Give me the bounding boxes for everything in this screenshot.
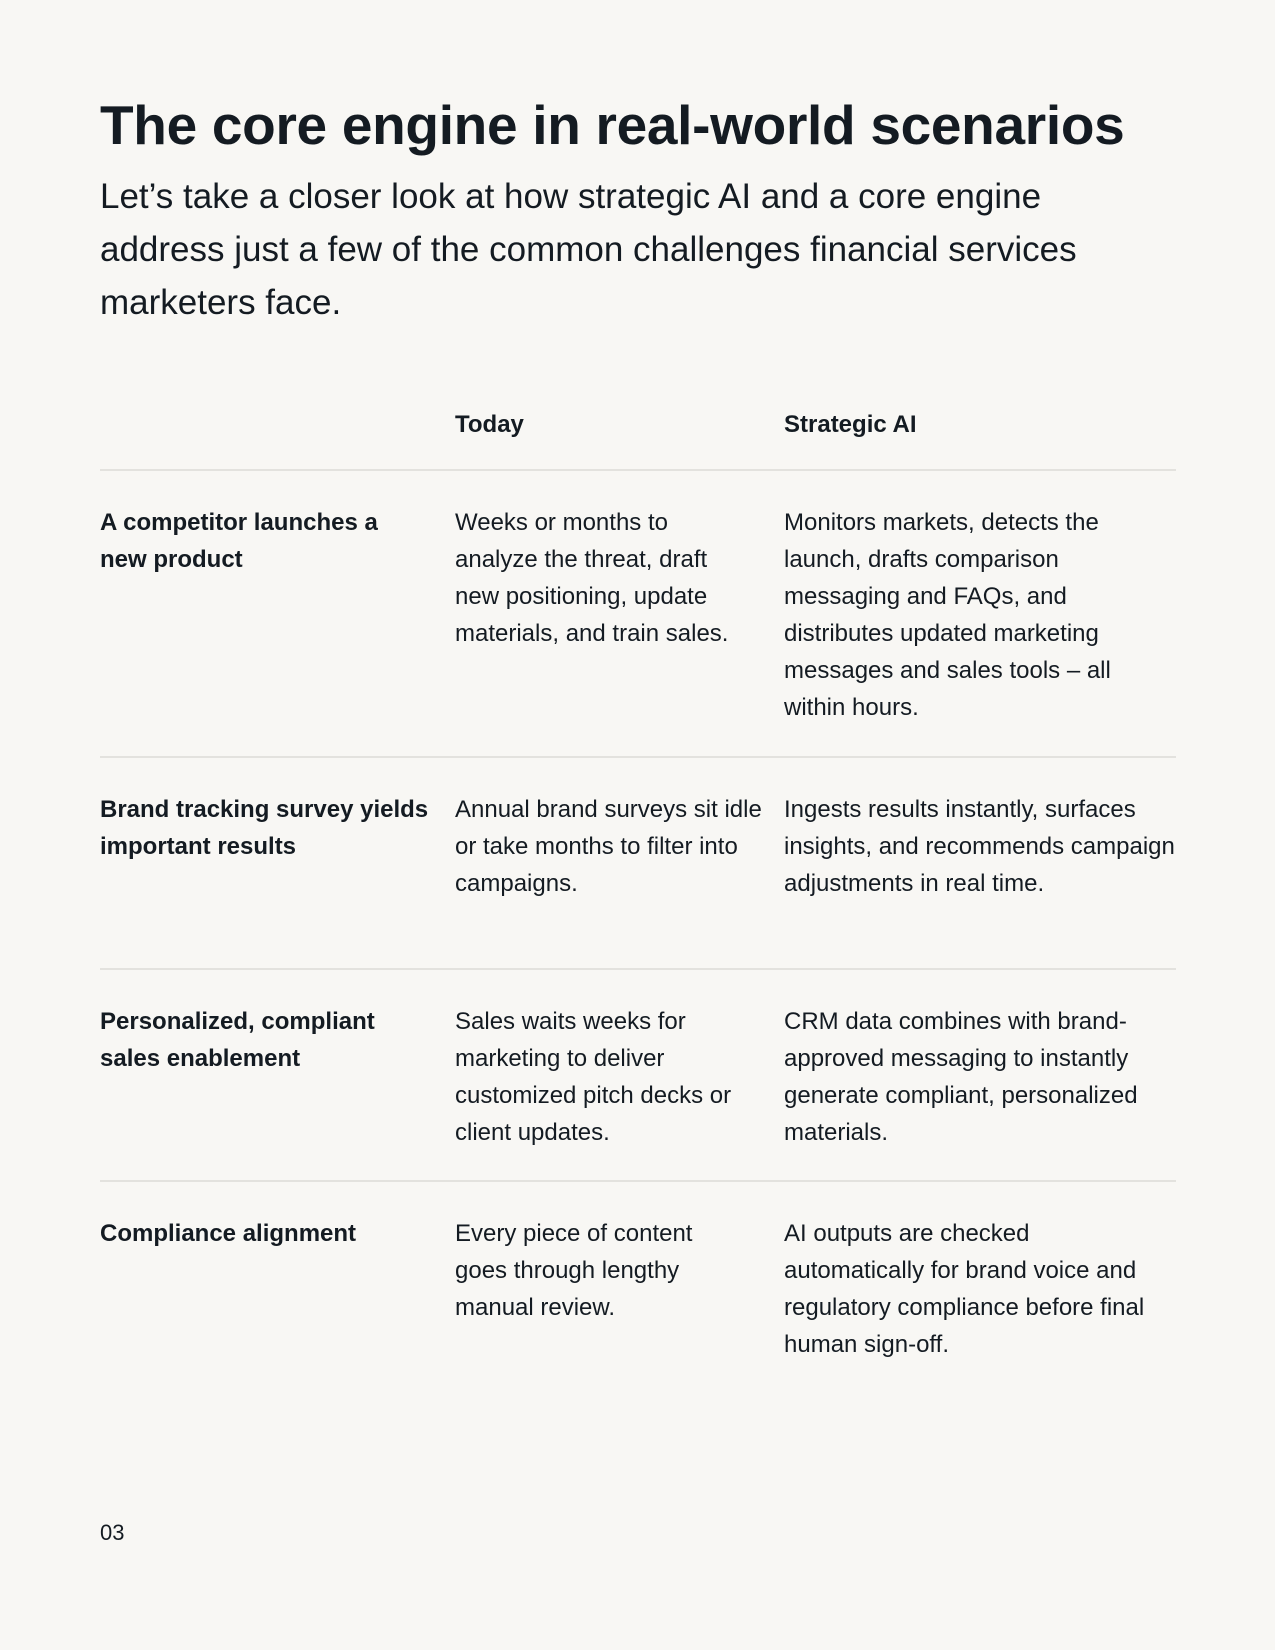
page-content	[100, 95, 1176, 1372]
scenario-cell: Brand tracking survey yields important results	[100, 796, 429, 861]
today-cell: Weeks or months to analyze the threat, draft new positioning, update materials, and train sales.	[455, 509, 729, 648]
page-number: 03	[100, 1520, 125, 1545]
today-cell: Sales waits weeks for marketing to deliver customized pitch decks or client updates.	[455, 1008, 732, 1147]
scenario-cell: Compliance alignment	[100, 1220, 357, 1248]
strategic-ai-cell: CRM data combines with brand-approved messaging to instantly generate compliant, personalized materials.	[784, 1008, 1138, 1147]
table-row	[100, 1182, 1176, 1372]
strategic-ai-cell: AI outputs are checked automatically for brand voice and regulatory compliance before final human sign-off.	[784, 1220, 1145, 1359]
table-row	[100, 970, 1176, 1182]
table-header	[100, 391, 1176, 471]
comparison-table	[100, 391, 1176, 1372]
table-row	[100, 471, 1176, 758]
scenario-cell: Personalized, compliant sales enablement	[100, 1008, 375, 1073]
strategic-ai-cell: Monitors markets, detects the launch, drafts comparison messaging and FAQs, and distributes updated marketing messages and sales tools – all within hours.	[784, 509, 1111, 722]
table-row	[100, 758, 1176, 970]
today-cell: Every piece of content goes through lengthy manual review.	[455, 1220, 693, 1322]
scenario-cell: A competitor launches a new product	[100, 509, 378, 574]
page-title: The core engine in real-world scenarios	[100, 94, 1125, 156]
column-header-scenario	[100, 391, 455, 469]
column-header-strategic-ai: Strategic AI	[784, 411, 917, 439]
page-subtitle: Let’s take a closer look at how strategic AI and a core engine address just a few of the common challenges financial services marketers face.	[100, 176, 1077, 322]
today-cell: Annual brand surveys sit idle or take months to filter into campaigns.	[455, 796, 762, 898]
column-header-today: Today	[455, 411, 524, 439]
strategic-ai-cell: Ingests results instantly, surfaces insights, and recommends campaign adjustments in real time.	[784, 796, 1175, 898]
